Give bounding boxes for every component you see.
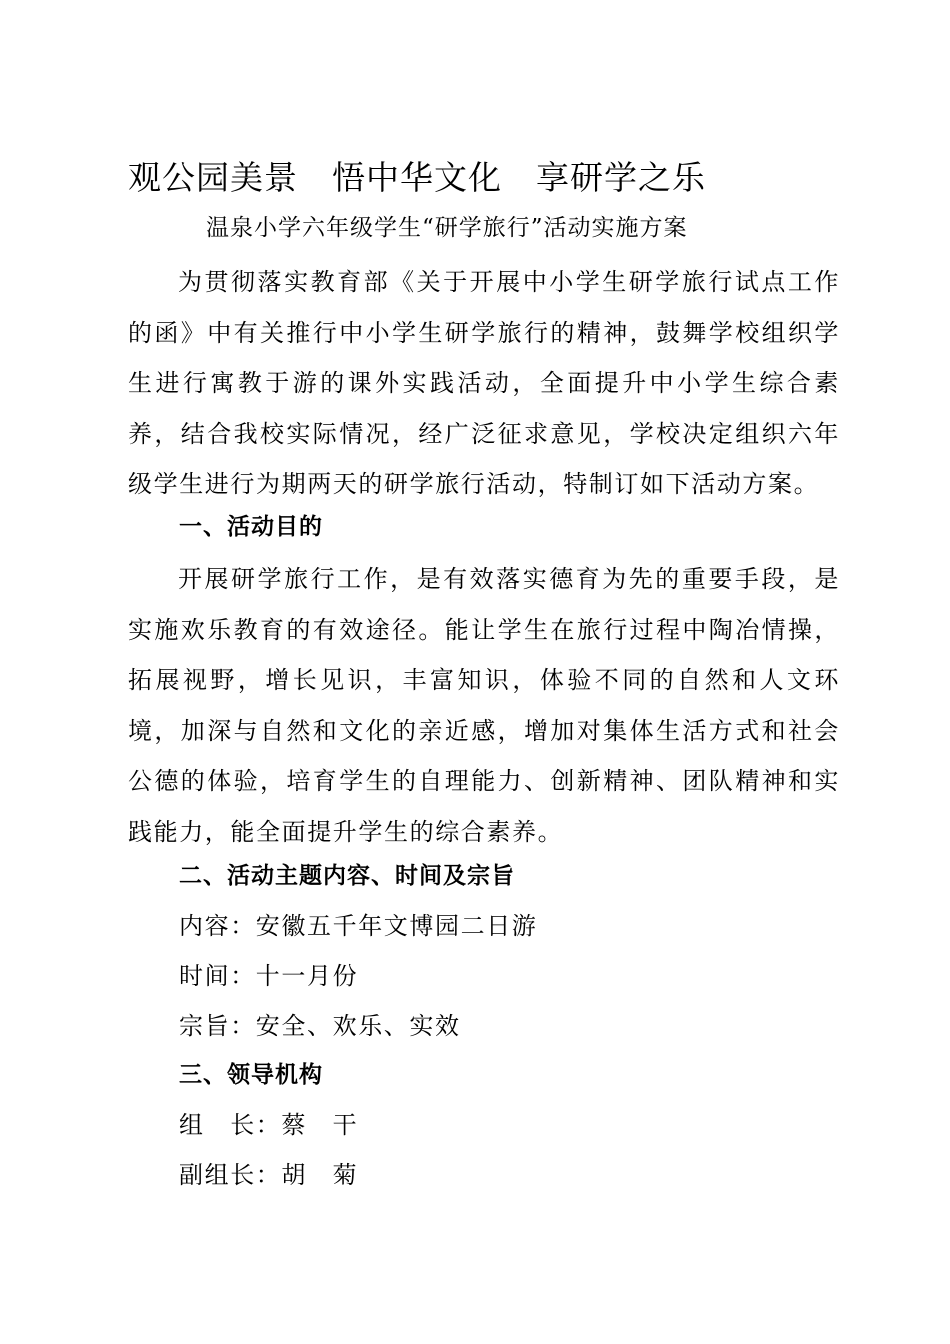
content-line: 内容：安徽五千年文博园二日游 bbox=[179, 912, 538, 940]
purpose-line: 宗旨：安全、欢乐、实效 bbox=[179, 1012, 461, 1040]
deputy-leader-line: 副组长：胡 菊 bbox=[179, 1161, 359, 1189]
intro-paragraph: 为贯彻落实教育部《关于开展中小学生研学旅行试点工作的函》中有关推行中小学生研学旅行的精神，鼓舞学校组织学生进行寓教于游的课外实践活动，全面提升中小学生综合素养，结合我校实际情况，经广泛征求意见，学校决定组织六年级学生进行为期两天的研学旅行活动，特制订如下活动方案。 bbox=[128, 268, 840, 498]
section-heading-leadership: 三、领导机构 bbox=[179, 1062, 323, 1088]
section-heading-theme: 二、活动主题内容、时间及宗旨 bbox=[179, 863, 515, 889]
purpose-paragraph: 开展研学旅行工作，是有效落实德育为先的重要手段，是实施欢乐教育的有效途径。能让学生在旅行过程中陶冶情操，拓展视野，增长见识，丰富知识，体验不同的自然和人文环境，加深与自然和文化的亲近感，增加对集体生活方式和社会公德的体验，培育学生的自理能力、创新精神、团队精神和实践能力，能全面提升学生的综合素养。 bbox=[128, 565, 840, 846]
document-title: 观公园美景 悟中华文化 享研学之乐 bbox=[128, 158, 706, 197]
leader-line: 组 长：蔡 干 bbox=[179, 1111, 359, 1139]
time-line: 时间：十一月份 bbox=[179, 962, 359, 990]
document-subtitle: 温泉小学六年级学生“研学旅行”活动实施方案 bbox=[206, 215, 688, 241]
section-heading-purpose: 一、活动目的 bbox=[179, 514, 323, 540]
